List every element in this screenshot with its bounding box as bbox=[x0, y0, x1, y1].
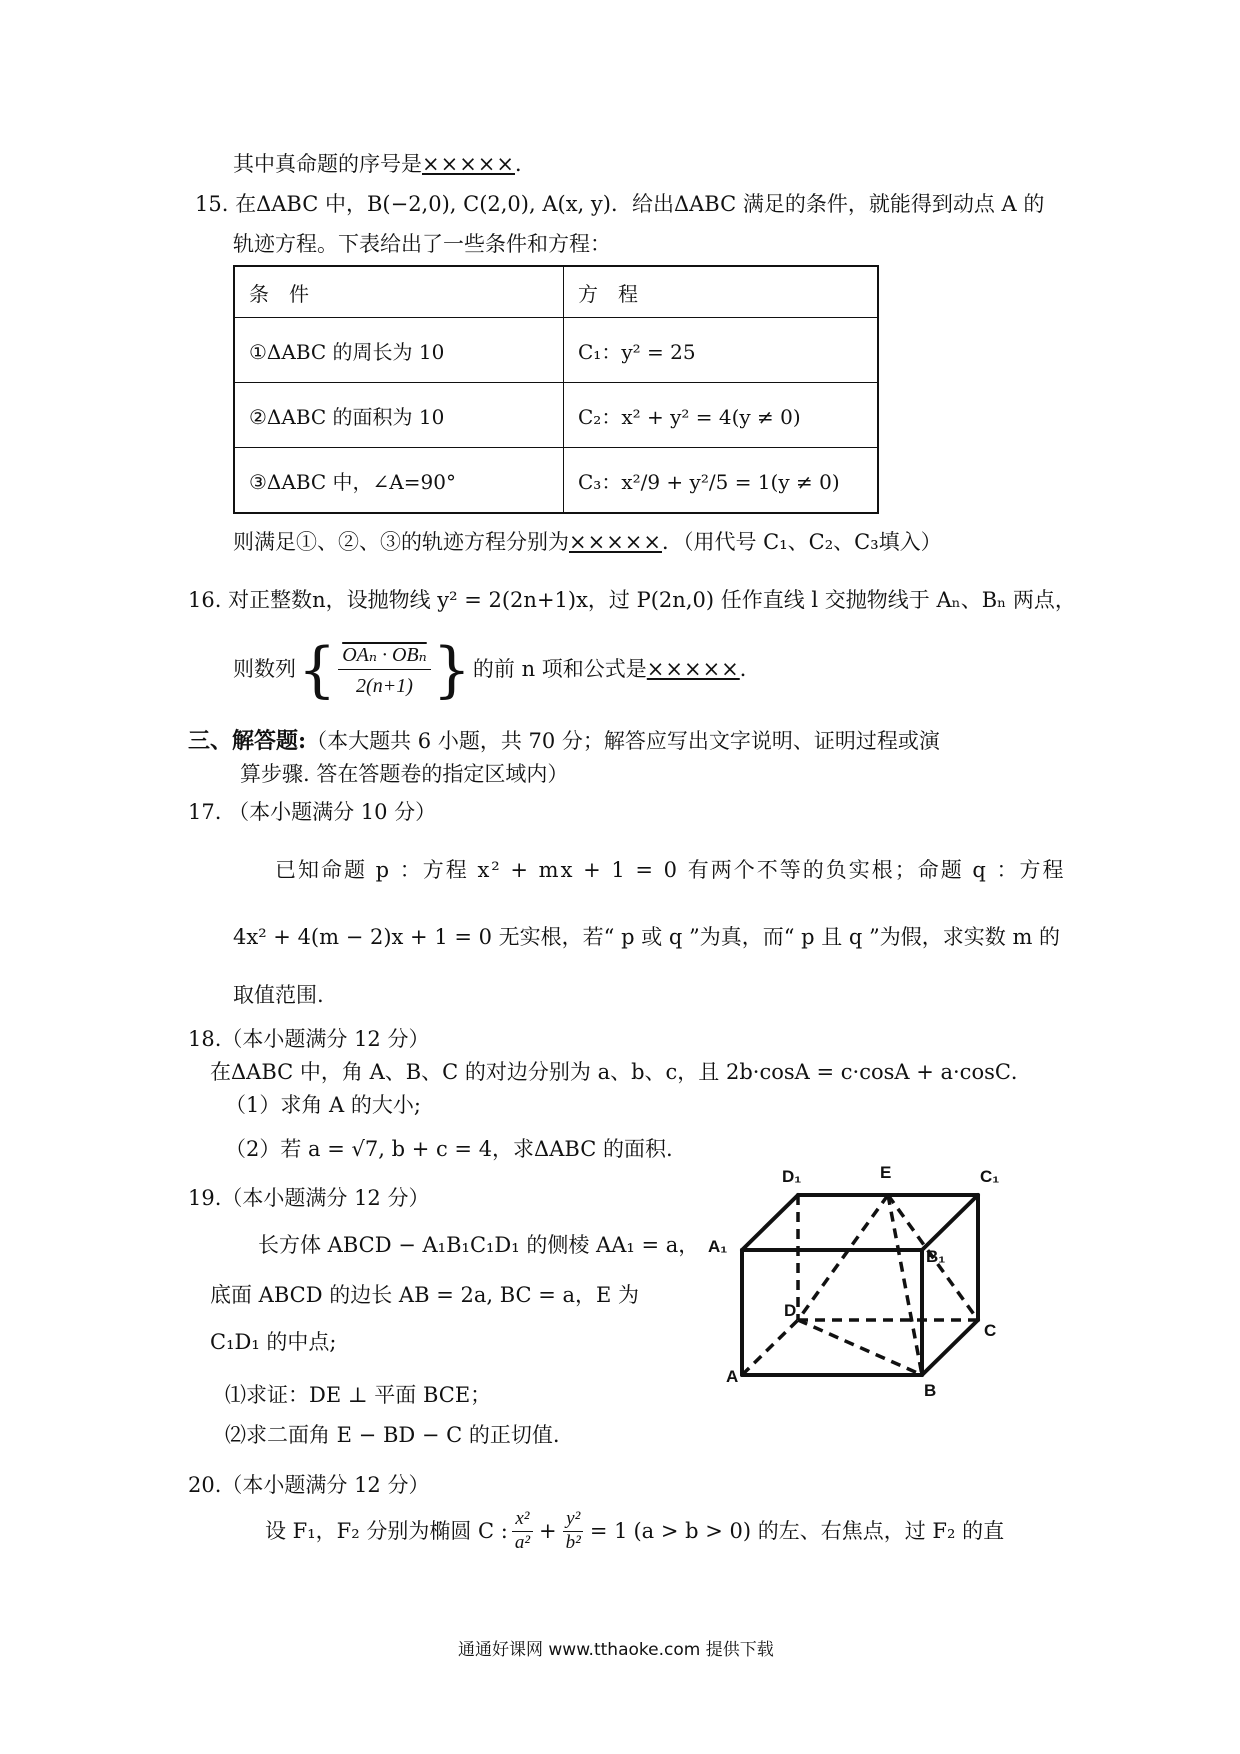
conditions-table bbox=[233, 265, 879, 514]
label-a1: A₁ bbox=[708, 1237, 728, 1256]
q16-prefix: 则数列 bbox=[233, 657, 296, 682]
table-cell: ②ΔABC 的面积为 10 bbox=[234, 383, 564, 448]
label-b1: B₁ bbox=[926, 1247, 946, 1266]
label-a: A bbox=[726, 1367, 739, 1386]
left-brace-icon: { bbox=[298, 635, 337, 705]
q16-suffix: 的前 n 项和公式是 bbox=[472, 657, 647, 682]
table-row bbox=[234, 318, 878, 383]
q18-part2: （2）若 a = √7, b + c = 4，求ΔABC 的面积. bbox=[225, 1137, 673, 1161]
edge-a1-d1 bbox=[742, 1195, 798, 1250]
q18-header: 18.（本小题满分 12 分） bbox=[188, 1027, 430, 1051]
q15-blank: ××××× bbox=[569, 530, 662, 554]
ellipse-y-fraction: $\frac{\text{y²}}{\text{b²}}$ bbox=[563, 1508, 584, 1555]
label-c: C bbox=[984, 1321, 997, 1340]
q19-line3: C₁D₁ 的中点; bbox=[210, 1330, 337, 1354]
table-header-row bbox=[234, 266, 878, 318]
q16-blank: ××××× bbox=[646, 657, 740, 682]
q17-line3: 取值范围. bbox=[233, 983, 324, 1007]
q16-line1: 16. 对正整数n，设抛物线 y² = 2(2n+1)x，过 P(2n,0) 任作直线 l 交抛物线于 Aₙ、Bₙ 两点， bbox=[188, 588, 1076, 612]
q20-prefix: 设 F₁，F₂ 分别为椭圆 C : bbox=[265, 1518, 508, 1543]
q17-line1: 已知命题 p ：方程 x² + mx + 1 = 0 有两个不等的负实根；命题 q ：方程 bbox=[275, 858, 1066, 882]
q16-line2 bbox=[233, 635, 761, 705]
q15-answer-line bbox=[233, 530, 942, 555]
q17-line2: 4x² + 4(m − 2)x + 1 = 0 无实根，若“ p 或 q ”为真，而“ p 且 q ”为假，求实数 m 的 bbox=[233, 925, 1061, 949]
q19-header: 19.（本小题满分 12 分） bbox=[188, 1186, 430, 1210]
footer-text: 通通好课网 www.tthaoke.com 提供下载 bbox=[458, 1640, 774, 1660]
segment-e-d bbox=[798, 1195, 888, 1320]
label-e: E bbox=[880, 1163, 892, 1182]
section3-heading bbox=[188, 728, 940, 754]
q15-answer-prefix: 则满足①、②、③的轨迹方程分别为 bbox=[233, 530, 569, 554]
q16-end: ． bbox=[739, 657, 761, 682]
ellipse-x-fraction: x² a² bbox=[512, 1508, 533, 1555]
table-cell: C₃：x²/9 + y²/5 = 1(y ≠ 0) bbox=[564, 448, 879, 514]
table-cell: C₁：y² = 25 bbox=[564, 318, 879, 383]
label-b: B bbox=[924, 1381, 937, 1400]
edge-b1-c1 bbox=[922, 1195, 978, 1250]
q14-end: ． bbox=[514, 152, 536, 176]
q18-line1: 在ΔABC 中，角 A、B、C 的对边分别为 a、b、c，且 2b·cosA = c·cosA + a·cosC． bbox=[210, 1060, 1032, 1084]
edge-b-c bbox=[922, 1320, 978, 1375]
q16-numerator: OAₙ · OBₙ bbox=[338, 643, 431, 670]
q14-blank: ××××× bbox=[422, 152, 515, 176]
q19-line2: 底面 ABCD 的边长 AB = 2a, BC = a，E 为 bbox=[210, 1283, 640, 1307]
q20-header: 20.（本小题满分 12 分） bbox=[188, 1473, 430, 1497]
table-header-cell: 方 程 bbox=[564, 266, 879, 318]
q18-part1: （1）求角 A 的大小; bbox=[225, 1093, 421, 1117]
q15-answer-suffix: ．（用代号 C₁、C₂、C₃填入） bbox=[661, 530, 942, 554]
q20-suffix: (a > b > 0) 的左、右焦点，过 F₂ 的直 bbox=[633, 1518, 1005, 1543]
q14-answer-line bbox=[233, 152, 536, 177]
table-header-cell: 条 件 bbox=[234, 266, 564, 318]
section3-desc1: （本大题共 6 小题，共 70 分；解答应写出文字说明、证明过程或演 bbox=[306, 729, 940, 753]
label-c1: C₁ bbox=[980, 1167, 1000, 1186]
cuboid-figure bbox=[700, 1160, 1010, 1400]
table-row bbox=[234, 448, 878, 514]
section3-desc2: 算步骤. 答在答题卷的指定区域内） bbox=[240, 762, 569, 786]
q14-text: 其中真命题的序号是 bbox=[233, 152, 422, 176]
segment-d-b bbox=[798, 1320, 922, 1375]
right-brace-icon: } bbox=[432, 635, 471, 705]
q19-part2: ⑵求二面角 E − BD − C 的正切值. bbox=[225, 1423, 560, 1447]
q20-line1: 设 F₁，F₂ 分别为椭圆 C : x² a² + $\frac{\text{y²}}{\text{b²}}$ = 1 (a > b > 0) 的左、右焦点，过 F₂ 的直 bbox=[265, 1508, 1005, 1553]
label-d1: D₁ bbox=[782, 1167, 802, 1186]
q16-fraction bbox=[338, 643, 431, 698]
label-d: D bbox=[784, 1301, 797, 1320]
section3-title: 三、解答题: bbox=[188, 728, 307, 754]
segment-e-b bbox=[888, 1195, 922, 1375]
q15-line1: 15. 在ΔABC 中，B(−2,0), C(2,0), A(x, y)．给出ΔABC 满足的条件，就能得到动点 A 的 bbox=[195, 192, 1045, 216]
table-cell: ③ΔABC 中，∠A=90° bbox=[234, 448, 564, 514]
q19-line1: 长方体 ABCD − A₁B₁C₁D₁ 的侧棱 AA₁ = a， bbox=[258, 1233, 700, 1257]
table-row bbox=[234, 383, 878, 448]
hidden-edge-a-d bbox=[742, 1320, 798, 1375]
table-cell: C₂：x² + y² = 4(y ≠ 0) bbox=[564, 383, 879, 448]
q19-part1: ⑴求证：DE ⊥ 平面 BCE； bbox=[225, 1383, 492, 1407]
q15-line2: 轨迹方程。下表给出了一些条件和方程： bbox=[233, 232, 611, 256]
q17-header: 17. （本小题满分 10 分） bbox=[188, 800, 437, 824]
q16-denominator: 2(n+1) bbox=[356, 674, 413, 697]
table-cell: ①ΔABC 的周长为 10 bbox=[234, 318, 564, 383]
